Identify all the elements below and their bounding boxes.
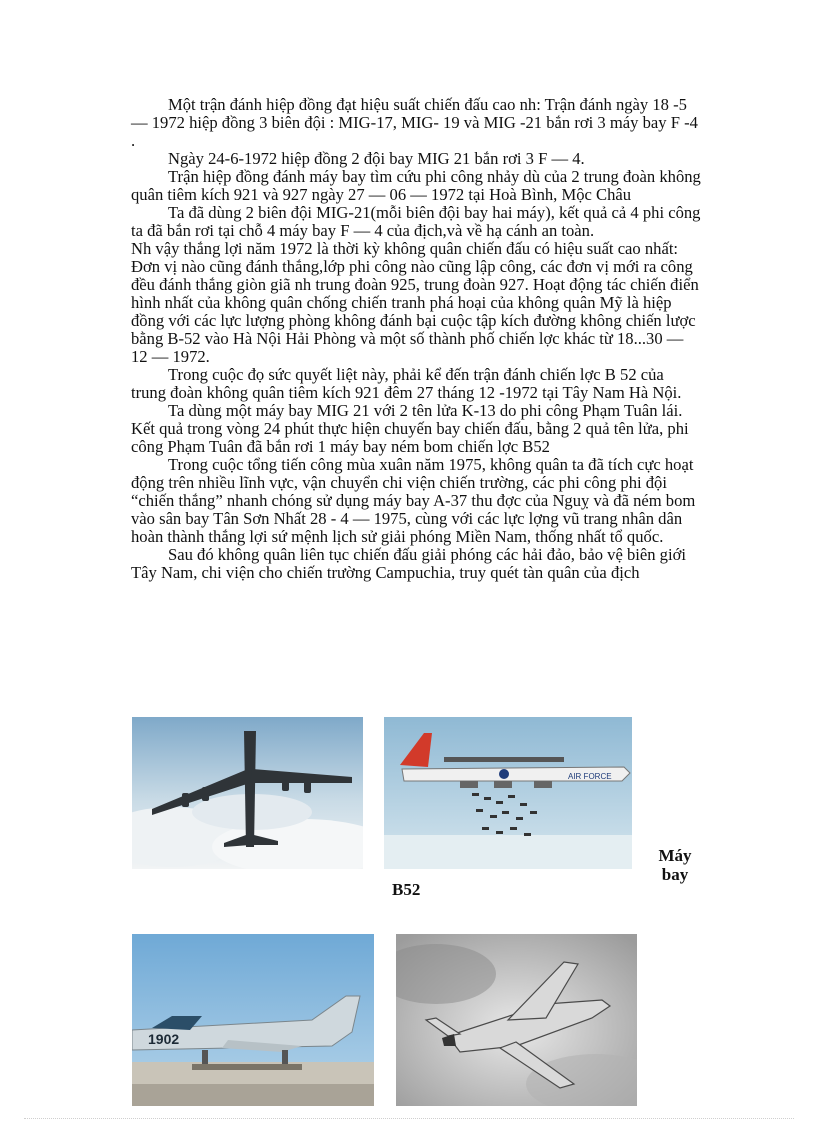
caption-may-bay: Máy bay <box>658 846 692 884</box>
paragraph: Nh vậy thắng lợi năm 1972 là thời kỳ không quân chiến đấu có hiệu suất cao nhất: Đơn vị nào cũng đánh thắng,lớp phi công nào cũng lập công, các đơn vị mới ra công đều đánh thắng giòn giã nh trung đoàn 925, trung đoàn 927. Hoạt động tác chiến điển hình nhất của không quân chống chiến tranh phá hoại của không quân Mỹ là hiệp đồng với các lực lượng phòng không đánh bại cuộc tập kích đường không chiến lược bằng B-52 vào Hà Nội Hải Phòng và một số thành phố chiến lợc khác từ 18...30 — 12 — 1972. <box>131 239 699 366</box>
caption-b52: B52 <box>392 880 421 899</box>
paragraph: Trong cuộc đọ sức quyết liệt này, phải kể đến trận đánh chiến lợc B 52 của trung đoàn không quân tiêm kích 921 đêm 27 tháng 12 -1972 tại Tây Nam Hà Nội. <box>131 365 682 402</box>
paragraph: Sau đó không quân liên tục chiến đấu giải phóng các hải đảo, bảo vệ biên giới Tây Nam, chi viện cho chiến trường Campuchia, truy quét tàn quân của địch <box>131 545 686 582</box>
photo-mig-flight <box>396 934 637 1106</box>
tail-number: 1902 <box>148 1031 180 1047</box>
article-text <box>131 96 701 582</box>
page-bottom-rule <box>24 1118 794 1119</box>
photo-b52-bombing <box>384 717 632 869</box>
paragraph: Một trận đánh hiệp đồng đạt hiệu suất chiến đấu cao nh: Trận đánh ngày 18 -5 — 1972 hiệp đồng 3 biên đội : MIG-17, MIG- 19 và MIG -21 bắn rơi 3 máy bay F -4 . <box>131 95 698 150</box>
paragraph: Ta dùng một máy bay MIG 21 với 2 tên lửa K-13 do phi công Phạm Tuân lái. Kết quả trong vòng 24 phút thực hiện chuyến bay chiến đấu, bằng 2 quả tên lửa, phi công Phạm Tuân đã bắn rơi 1 máy bay ném bom chiến lợc B52 <box>131 401 689 456</box>
paragraph: Trong cuộc tổng tiến công mùa xuân năm 1975, không quân ta đã tích cực hoạt động trên nhiều lĩnh vực, vận chuyển chi viện chiến trường, các phi công phi đội “chiến thắng” nhanh chóng sử dụng máy bay A-37 thu đợc của Nguỵ và đã ném bom vào sân bay Tân Sơn Nhất 28 - 4 — 1975, cùng với các lực lợng vũ trang nhân dân hoàn thành thắng lợi sứ mệnh lịch sử giải phóng Miền Nam, thống nhất tổ quốc. <box>131 455 696 546</box>
paragraph: Trận hiệp đồng đánh máy bay tìm cứu phi công nhảy dù của 2 trung đoàn không quân tiêm kích 921 và 927 ngày 27 — 06 — 1972 tại Hoà Bình, Mộc Châu <box>131 167 701 204</box>
photo-mig-display <box>132 934 374 1106</box>
photo-b52-underside <box>132 717 363 869</box>
paragraph: Ta đã dùng 2 biên đội MIG-21(mỗi biên đội bay hai máy), kết quả cả 4 phi công ta đã bắn rơi tại chỗ 4 máy bay F — 4 của địch,và về hạ cánh an toàn. <box>131 203 701 240</box>
air-force-marking: AIR FORCE <box>568 772 612 781</box>
paragraph: Ngày 24-6-1972 hiệp đồng 2 đội bay MIG 21 bắn rơi 3 F — 4. <box>168 149 585 168</box>
